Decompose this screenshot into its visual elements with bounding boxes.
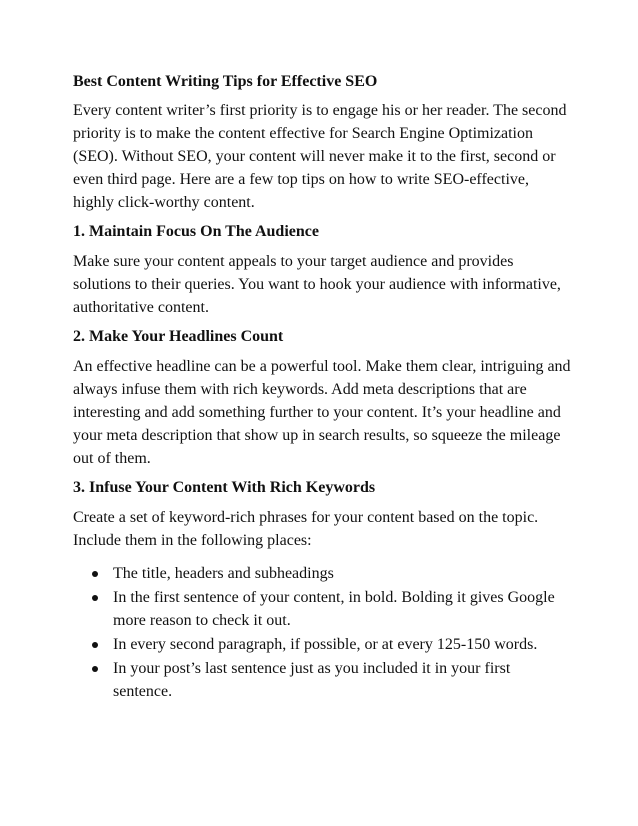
document-page	[73, 70, 573, 704]
list-item-text: In your post’s last sentence just as you included it in your first sentence.	[113, 660, 511, 700]
list-item	[73, 562, 573, 585]
bullet-icon	[92, 595, 98, 601]
list-item	[73, 586, 573, 632]
section-body-audience: Make sure your content appeals to your target audience and provides solutions to their queries. You want to hook your audience with informative, authoritative content.	[73, 253, 561, 316]
list-item-text: In the first sentence of your content, in bold. Bolding it gives Google more reason to check it out.	[113, 589, 555, 629]
bullet-icon	[92, 666, 98, 672]
intro-paragraph: Every content writer’s first priority is to engage his or her reader. The second priority is to make the content effective for Search Engine Optimization (SEO). Without SEO, your content will never make it to the first, second or even third page. Here are a few top tips on how to write SEO-effective, highly click-worthy content.	[73, 102, 567, 211]
section-body-keywords: Create a set of keyword-rich phrases for your content based on the topic. Include them in the following places:	[73, 509, 539, 549]
keyword-placement-list	[73, 562, 573, 703]
list-item-text: The title, headers and subheadings	[113, 565, 334, 582]
bullet-icon	[92, 571, 98, 577]
section-heading-keywords: 3. Infuse Your Content With Rich Keywords	[73, 479, 376, 496]
section-body-headlines: An effective headline can be a powerful tool. Make them clear, intriguing and always infuse them with rich keywords. Add meta descriptions that are interesting and add something further to your content. It’s your headline and your meta description that show up in search results, so squeeze the mileage out of them.	[73, 358, 571, 467]
list-item	[73, 633, 573, 656]
list-item	[73, 657, 573, 703]
document-title: Best Content Writing Tips for Effective SEO	[73, 73, 378, 90]
list-item-text: In every second paragraph, if possible, or at every 125-150 words.	[113, 636, 538, 653]
section-heading-audience: 1. Maintain Focus On The Audience	[73, 223, 319, 240]
section-heading-headlines: 2. Make Your Headlines Count	[73, 328, 284, 345]
bullet-icon	[92, 642, 98, 648]
